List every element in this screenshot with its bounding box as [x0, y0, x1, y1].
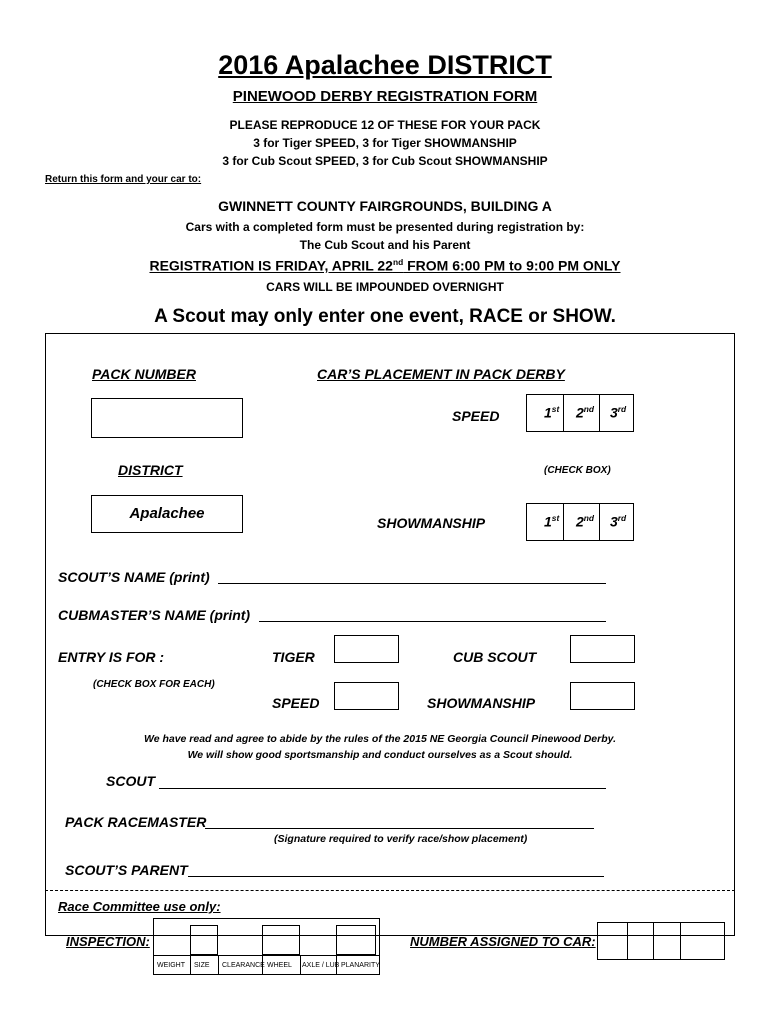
speed-place-1st[interactable]: [544, 404, 559, 421]
divider: [262, 956, 263, 975]
registration-date-text: REGISTRATION IS FRIDAY, APRIL 22: [149, 257, 393, 274]
check-axle-lub: AXLE / LUB: [302, 962, 340, 969]
check-planarity: PLANARITY: [341, 962, 380, 969]
entry-speed-label: SPEED: [272, 695, 320, 711]
placement-label: CAR’S PLACEMENT IN PACK DERBY: [317, 366, 565, 382]
district-value: Apalachee: [129, 505, 205, 522]
entry-label: ENTRY IS FOR :: [58, 649, 165, 665]
divider: [190, 956, 191, 975]
check-size: SIZE: [194, 962, 210, 969]
tiger-checkbox[interactable]: [334, 635, 399, 663]
district-field[interactable]: [91, 495, 243, 533]
cub-quantity-note: 3 for Cub Scout SPEED, 3 for Cub Scout SHOWMANSHIP: [222, 154, 548, 168]
tiger-quantity-note: 3 for Tiger SPEED, 3 for Tiger SHOWMANSHIP: [253, 136, 517, 150]
showmanship-placement-label: SHOWMANSHIP: [377, 515, 486, 531]
place-suffix: st: [551, 404, 560, 414]
check-clearance: CLEARANCE: [222, 962, 265, 969]
racemaster-signature-field[interactable]: [205, 828, 594, 829]
parent-signature-field[interactable]: [188, 876, 604, 877]
pack-number-input[interactable]: [91, 398, 243, 438]
parent-label: SCOUT’S PARENT: [65, 862, 188, 878]
speed-placement-label: SPEED: [452, 408, 500, 424]
return-label: Return this form and your car to:: [45, 174, 202, 185]
location: GWINNETT COUNTY FAIRGROUNDS, BUILDING A: [218, 198, 552, 214]
car-number-label: NUMBER ASSIGNED TO CAR:: [410, 934, 596, 949]
cubmaster-name-field[interactable]: [259, 621, 606, 622]
divider: [563, 504, 564, 540]
speed-placement-boxes: [526, 394, 634, 432]
committee-title: Race Committee use only:: [58, 899, 221, 914]
form-subtitle: PINEWOOD DERBY REGISTRATION FORM: [232, 88, 538, 105]
car-number-boxes[interactable]: [597, 922, 725, 960]
divider: [336, 956, 337, 975]
check-each-note: (CHECK BOX FOR EACH): [93, 679, 215, 690]
divider: [599, 395, 600, 431]
entry-showmanship-label: SHOWMANSHIP: [427, 695, 536, 711]
place-suffix: st: [551, 513, 560, 523]
racemaster-note: (Signature required to verify race/show placement): [274, 833, 528, 845]
entry-speed-checkbox[interactable]: [334, 682, 399, 710]
divider: [218, 956, 219, 975]
agreement-line-1: We have read and agree to abide by the rules of the 2015 NE Georgia Council Pinewood Derby.: [143, 733, 617, 745]
agreement-line-2: We will show good sportsmanship and conduct ourselves as a Scout should.: [187, 749, 573, 761]
place-number: 2: [576, 404, 584, 421]
divider: [300, 956, 301, 975]
showmanship-placement-boxes: [526, 503, 634, 541]
inspection-check-row: [154, 955, 379, 975]
speed-place-2nd[interactable]: [576, 404, 594, 421]
reproduce-note: PLEASE REPRODUCE 12 OF THESE FOR YOUR PACK: [229, 118, 541, 132]
scouts-name-field[interactable]: [218, 583, 606, 584]
show-place-1st[interactable]: [544, 513, 559, 530]
registration-date-suffix: nd: [392, 257, 404, 267]
clearance-checkbox[interactable]: [262, 925, 300, 955]
place-number: 3: [610, 513, 618, 530]
committee-divider: [45, 890, 735, 891]
place-number: 1: [544, 404, 552, 421]
check-box-note: (CHECK BOX): [544, 465, 611, 476]
place-suffix: rd: [617, 513, 627, 523]
place-suffix: nd: [583, 513, 595, 523]
present-by-note: The Cub Scout and his Parent: [299, 238, 471, 252]
show-place-3rd[interactable]: [610, 513, 626, 530]
place-number: 2: [576, 513, 584, 530]
entry-showmanship-checkbox[interactable]: [570, 682, 635, 710]
show-place-2nd[interactable]: [576, 513, 594, 530]
scout-signature-field[interactable]: [159, 788, 606, 789]
place-number: 3: [610, 404, 618, 421]
scouts-name-label: SCOUT’S NAME (print): [58, 569, 210, 585]
one-event-note: A Scout may only enter one event, RACE or SHOW.: [154, 306, 616, 327]
speed-place-3rd[interactable]: [610, 404, 626, 421]
divider: [563, 395, 564, 431]
place-suffix: nd: [583, 404, 595, 414]
inspection-label: INSPECTION:: [66, 934, 150, 949]
tiger-label: TIGER: [272, 649, 315, 665]
page-title: 2016 Apalachee DISTRICT: [218, 50, 552, 80]
check-weight: WEIGHT: [157, 962, 185, 969]
racemaster-label: PACK RACEMASTER: [65, 814, 207, 830]
pack-number-label: PACK NUMBER: [92, 366, 196, 382]
divider: [653, 923, 654, 959]
cub-scout-label: CUB SCOUT: [453, 649, 537, 665]
inspection-table: [153, 918, 380, 975]
divider: [599, 504, 600, 540]
scout-signature-label: SCOUT: [106, 773, 155, 789]
weight-checkbox[interactable]: [190, 925, 218, 955]
place-number: 1: [544, 513, 552, 530]
registration-date: [0, 257, 770, 274]
cubmaster-name-label: CUBMASTER’S NAME (print): [58, 607, 251, 623]
impound-note: CARS WILL BE IMPOUNDED OVERNIGHT: [266, 280, 504, 294]
registration-time-text: FROM 6:00 PM to 9:00 PM ONLY: [403, 257, 621, 274]
place-suffix: rd: [617, 404, 627, 414]
divider: [680, 923, 681, 959]
present-note: Cars with a completed form must be presented during registration by:: [185, 220, 585, 234]
divider: [627, 923, 628, 959]
cub-scout-checkbox[interactable]: [570, 635, 635, 663]
check-wheel: WHEEL: [267, 962, 292, 969]
axle-checkbox[interactable]: [336, 925, 376, 955]
district-label: DISTRICT: [118, 462, 183, 478]
